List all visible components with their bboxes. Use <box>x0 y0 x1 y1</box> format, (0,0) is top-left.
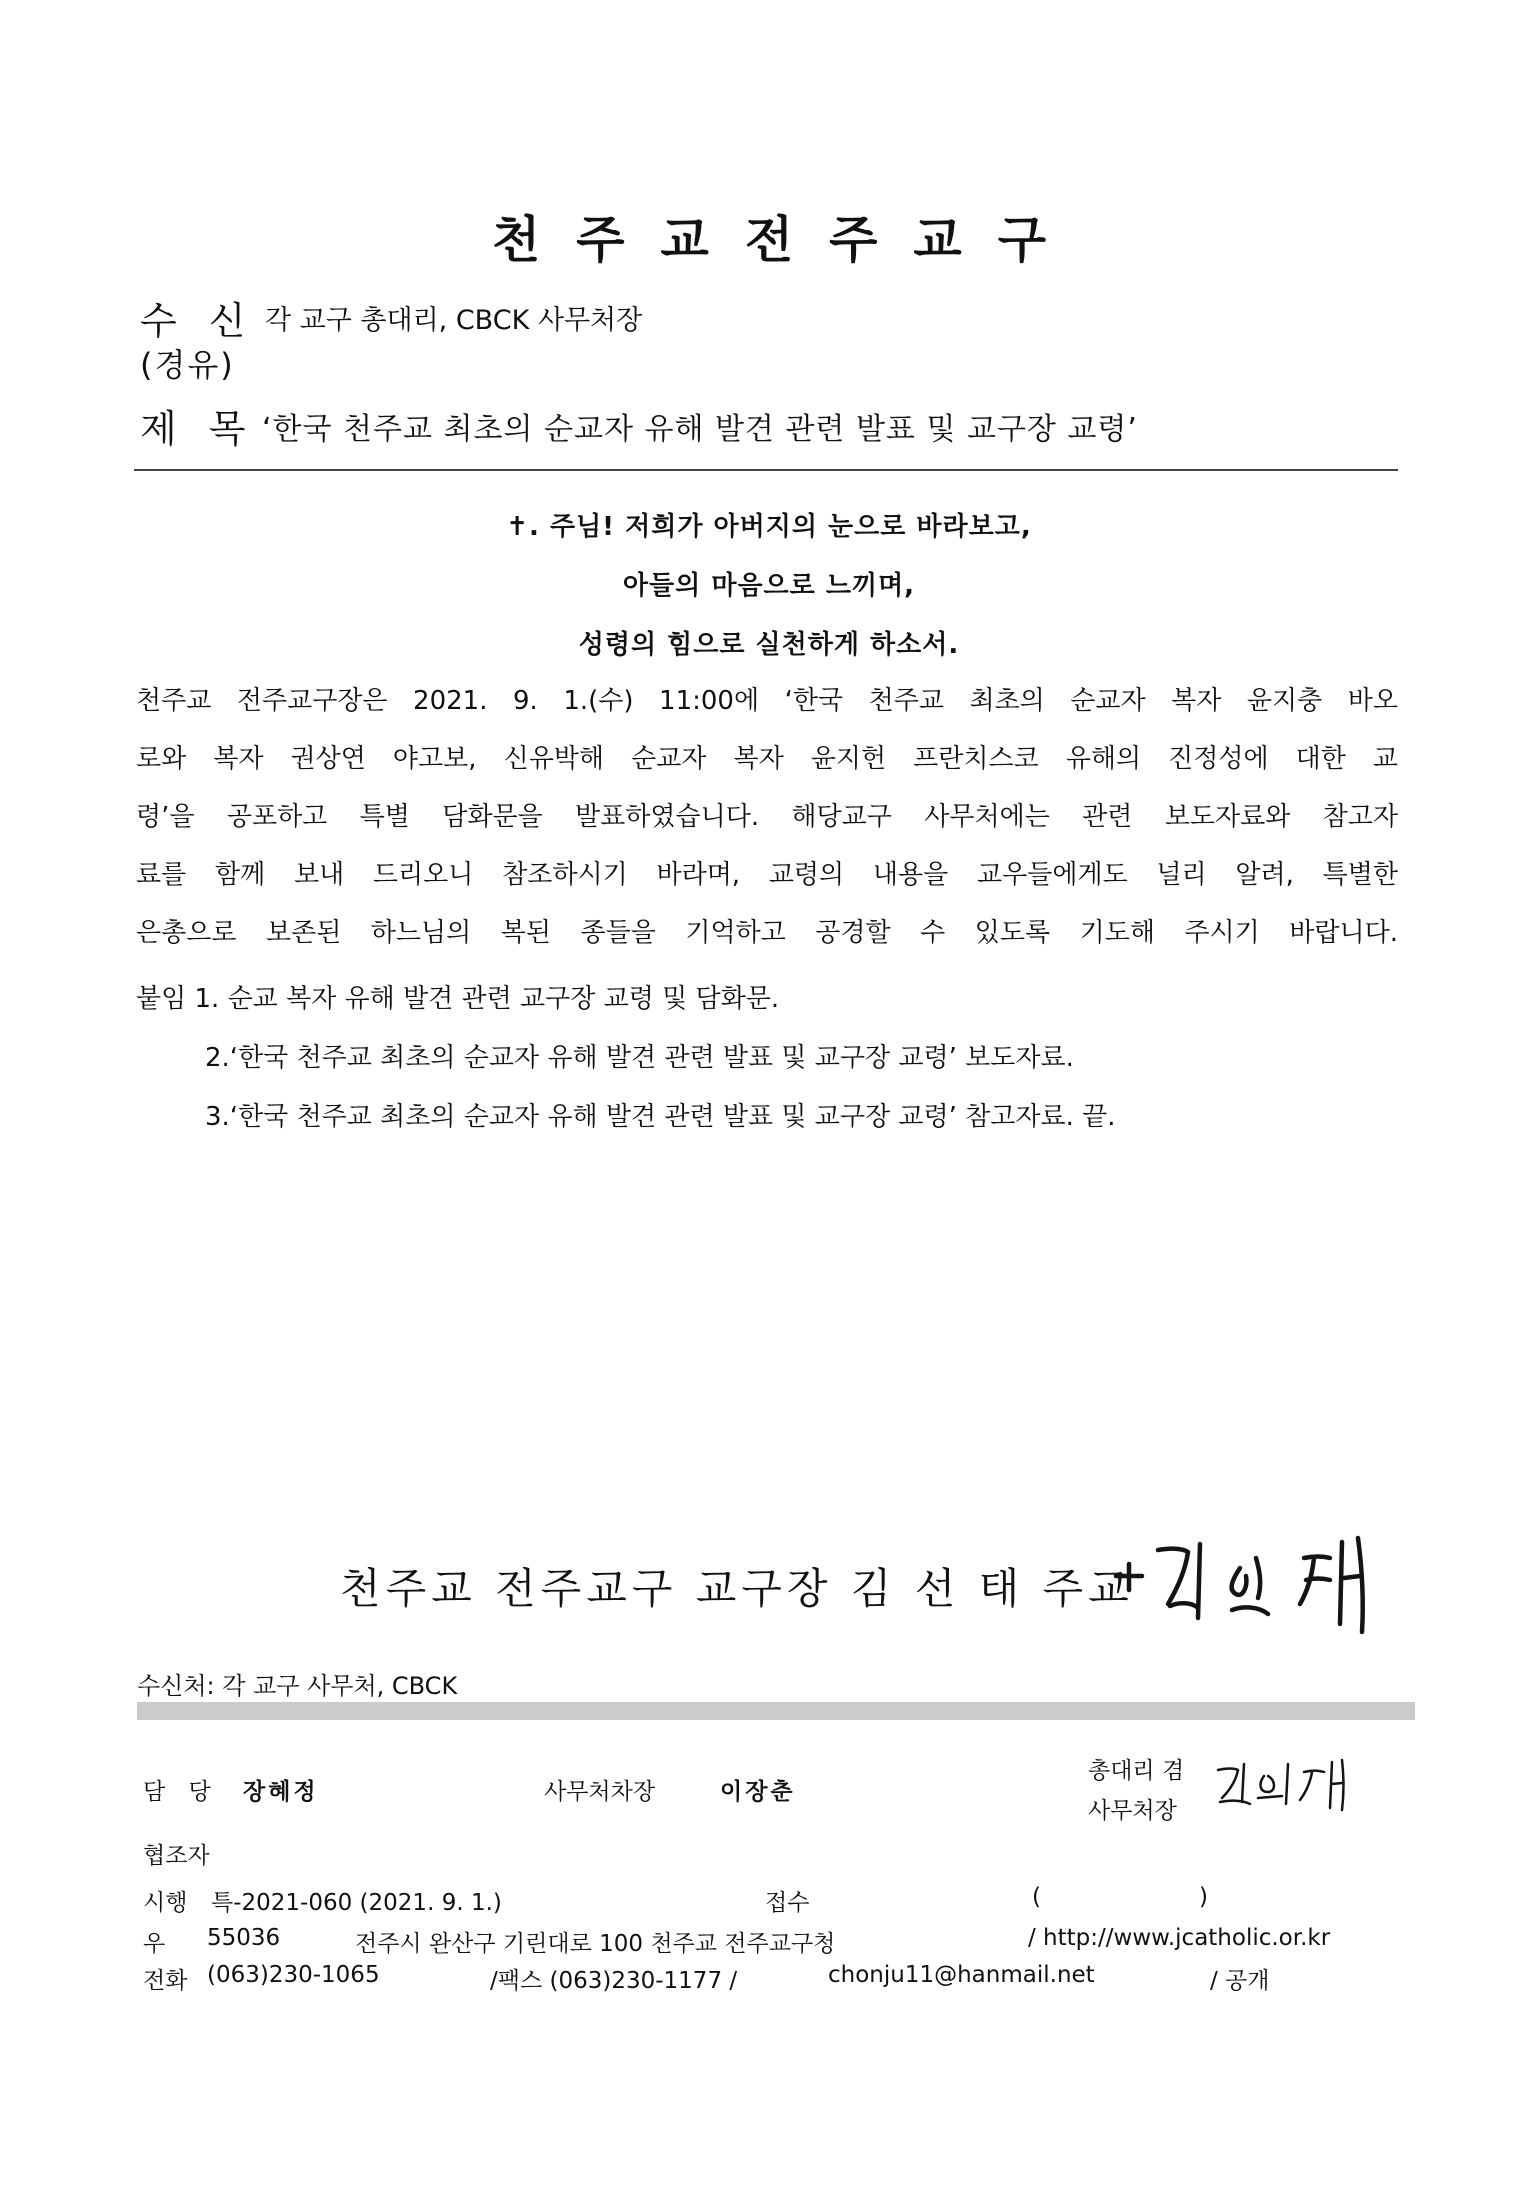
header-divider <box>134 469 1398 471</box>
prayer-line-2: 아들의 마음으로 느끼며, <box>622 571 916 601</box>
attachment-2: 2.‘한국 천주교 최초의 순교자 유해 발견 관련 발표 및 교구장 교령’ 보도자료. <box>205 1043 1074 1073</box>
body-line-2: 로와 복자 권상연 야고보, 신유박해 순교자 복자 윤지헌 프란치스코 유해의 진정성에 대한 교 <box>136 744 1398 774</box>
vice-director-name: 이장춘 <box>720 1779 796 1805</box>
body-line-3: 령’을 공포하고 특별 담화문을 발표하였습니다. 해당교구 사무처에는 관련 보도자료와 참고자 <box>136 802 1398 832</box>
receipt-label: 접수 <box>765 1890 810 1916</box>
attachment-1: 붙임 1. 순교 복자 유해 발견 관련 교구장 교령 및 담화문. <box>136 984 780 1014</box>
enforcement-label: 시행 <box>143 1890 188 1916</box>
recipient-label: 수 신 <box>140 299 256 343</box>
address: 전주시 완산구 기린대로 100 천주교 전주교구청 <box>355 1931 836 1957</box>
bishop-signature <box>1108 1528 1408 1638</box>
postal-label: 우 <box>143 1931 166 1957</box>
vicar-general-label-1: 총대리 겸 <box>1088 1758 1185 1784</box>
body-line-1: 천주교 전주교구장은 2021. 9. 1.(수) 11:00에 ‘한국 천주교 최초의 순교자 복자 윤지충 바오 <box>136 686 1398 716</box>
prayer-line-3: 성령의 힘으로 실천하게 하소서. <box>578 630 960 660</box>
phone-label: 전화 <box>143 1968 188 1994</box>
in-charge-label: 담 당 <box>143 1779 219 1805</box>
vicar-general-label-2: 사무처장 <box>1088 1798 1177 1824</box>
phone: (063)230-1065 <box>207 1962 380 1988</box>
subject-value: ‘한국 천주교 최초의 순교자 유해 발견 관련 발표 및 교구장 교령’ <box>262 412 1138 447</box>
cooperator-label: 협조자 <box>143 1843 210 1869</box>
body-line-5: 은총으로 보존된 하느님의 복된 종들을 기억하고 공경할 수 있도록 기도해 주시기 바랍니다. <box>136 918 1398 948</box>
vice-director-label: 사무처차장 <box>544 1779 656 1805</box>
prayer-line-1: ✝. 주님! 저희가 아버지의 눈으로 바라보고, <box>506 512 1032 542</box>
body-line-4: 료를 함께 보내 드리오니 참조하시기 바라며, 교령의 내용을 교우들에게도 널리 알려, 특별한 <box>136 860 1398 890</box>
attachment-3: 3.‘한국 천주교 최초의 순교자 유해 발견 관련 발표 및 교구장 교령’ 참고자료. 끝. <box>205 1102 1116 1132</box>
receipt-paren-close: ) <box>1199 1884 1208 1910</box>
vicar-signature <box>1212 1756 1352 1812</box>
recipient-value: 각 교구 총대리, CBCK 사무처장 <box>265 305 643 336</box>
handwritten-signature-icon <box>1108 1528 1408 1638</box>
in-charge-name: 장혜정 <box>243 1779 319 1805</box>
enforcement-value: 특-2021-060 (2021. 9. 1.) <box>211 1890 502 1916</box>
website: / http://www.jcatholic.or.kr <box>1028 1925 1331 1951</box>
sender-line: 천주교 전주교구 교구장 김 선 태 주교 <box>340 1564 1134 1613</box>
receipt-paren-open: ( <box>1032 1884 1041 1910</box>
postal-code: 55036 <box>207 1925 281 1951</box>
section-bar <box>137 1702 1415 1720</box>
via-label: (경유) <box>140 346 235 384</box>
subject-label: 제 목 <box>140 407 256 451</box>
document-title: 천주교전주교구 <box>491 211 1083 269</box>
recipients-line: 수신처: 각 교구 사무처, CBCK <box>137 1672 458 1700</box>
email: chonju11@hanmail.net <box>828 1962 1095 1988</box>
fax: /팩스 (063)230-1177 / <box>490 1968 738 1994</box>
handwritten-signature-icon <box>1212 1756 1352 1812</box>
disclosure: / 공개 <box>1210 1968 1270 1994</box>
